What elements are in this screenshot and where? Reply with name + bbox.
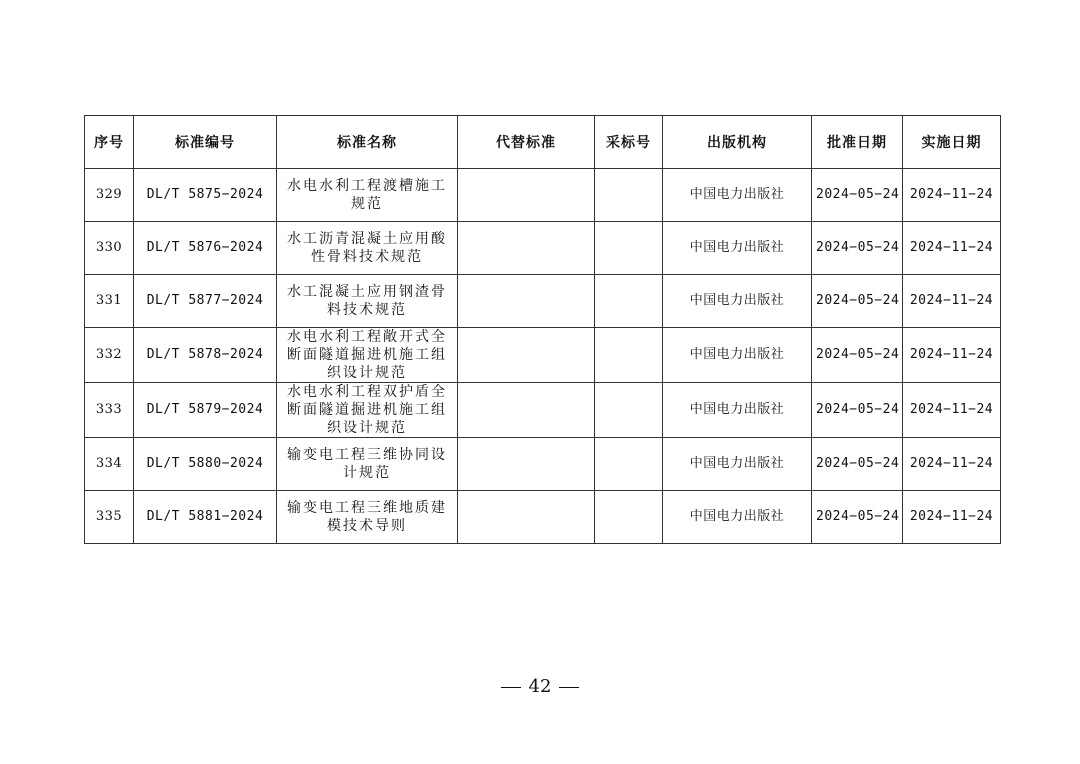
cell-impl-date: 2024−11−24 <box>903 222 1001 275</box>
table-row <box>85 275 1001 328</box>
table-row <box>85 169 1001 222</box>
page-footer <box>0 676 1080 697</box>
cell-name: 水电水利工程敞开式全断面隧道掘进机施工组织设计规范 <box>277 328 458 383</box>
table-row <box>85 222 1001 275</box>
cell-adopted <box>595 491 663 544</box>
cell-code: DL/T 5875−2024 <box>134 169 277 222</box>
cell-approve-date: 2024−05−24 <box>812 222 903 275</box>
cell-impl-date: 2024−11−24 <box>903 169 1001 222</box>
cell-replaces <box>458 438 595 491</box>
cell-approve-date: 2024−05−24 <box>812 383 903 438</box>
cell-adopted <box>595 438 663 491</box>
cell-name: 水电水利工程双护盾全断面隧道掘进机施工组织设计规范 <box>277 383 458 438</box>
cell-impl-date: 2024−11−24 <box>903 438 1001 491</box>
cell-seq: 332 <box>85 328 134 383</box>
cell-approve-date: 2024−05−24 <box>812 438 903 491</box>
cell-publisher: 中国电力出版社 <box>663 328 812 383</box>
cell-impl-date: 2024−11−24 <box>903 383 1001 438</box>
cell-approve-date: 2024−05−24 <box>812 275 903 328</box>
cell-approve-date: 2024−05−24 <box>812 169 903 222</box>
cell-publisher: 中国电力出版社 <box>663 222 812 275</box>
cell-seq: 333 <box>85 383 134 438</box>
cell-adopted <box>595 275 663 328</box>
cell-replaces <box>458 222 595 275</box>
cell-code: DL/T 5876−2024 <box>134 222 277 275</box>
cell-seq: 335 <box>85 491 134 544</box>
header-replaces: 代替标准 <box>458 116 595 169</box>
cell-seq: 334 <box>85 438 134 491</box>
cell-seq: 330 <box>85 222 134 275</box>
cell-publisher: 中国电力出版社 <box>663 275 812 328</box>
cell-adopted <box>595 169 663 222</box>
cell-approve-date: 2024−05−24 <box>812 328 903 383</box>
standards-table <box>84 115 1001 544</box>
cell-replaces <box>458 328 595 383</box>
cell-code: DL/T 5881−2024 <box>134 491 277 544</box>
cell-adopted <box>595 383 663 438</box>
table-row <box>85 491 1001 544</box>
page-number: 42 <box>528 676 552 697</box>
cell-code: DL/T 5878−2024 <box>134 328 277 383</box>
header-name: 标准名称 <box>277 116 458 169</box>
dash-left-icon <box>501 687 521 688</box>
header-approve-date: 批准日期 <box>812 116 903 169</box>
cell-adopted <box>595 328 663 383</box>
cell-name: 水工混凝土应用钢渣骨料技术规范 <box>277 275 458 328</box>
cell-impl-date: 2024−11−24 <box>903 275 1001 328</box>
table-row <box>85 383 1001 438</box>
cell-replaces <box>458 275 595 328</box>
cell-code: DL/T 5877−2024 <box>134 275 277 328</box>
table-row <box>85 328 1001 383</box>
header-publisher: 出版机构 <box>663 116 812 169</box>
cell-name: 输变电工程三维协同设计规范 <box>277 438 458 491</box>
cell-name: 水电水利工程渡槽施工规范 <box>277 169 458 222</box>
header-code: 标准编号 <box>134 116 277 169</box>
cell-code: DL/T 5880−2024 <box>134 438 277 491</box>
cell-code: DL/T 5879−2024 <box>134 383 277 438</box>
cell-seq: 331 <box>85 275 134 328</box>
cell-replaces <box>458 169 595 222</box>
cell-impl-date: 2024−11−24 <box>903 491 1001 544</box>
table-row <box>85 438 1001 491</box>
table-header-row <box>85 116 1001 169</box>
cell-publisher: 中国电力出版社 <box>663 169 812 222</box>
header-adopted: 采标号 <box>595 116 663 169</box>
dash-right-icon <box>559 687 579 688</box>
cell-name: 水工沥青混凝土应用酸性骨料技术规范 <box>277 222 458 275</box>
cell-name: 输变电工程三维地质建模技术导则 <box>277 491 458 544</box>
cell-impl-date: 2024−11−24 <box>903 328 1001 383</box>
cell-seq: 329 <box>85 169 134 222</box>
cell-publisher: 中国电力出版社 <box>663 383 812 438</box>
cell-approve-date: 2024−05−24 <box>812 491 903 544</box>
cell-publisher: 中国电力出版社 <box>663 438 812 491</box>
cell-replaces <box>458 383 595 438</box>
header-seq: 序号 <box>85 116 134 169</box>
cell-adopted <box>595 222 663 275</box>
header-impl-date: 实施日期 <box>903 116 1001 169</box>
cell-publisher: 中国电力出版社 <box>663 491 812 544</box>
cell-replaces <box>458 491 595 544</box>
